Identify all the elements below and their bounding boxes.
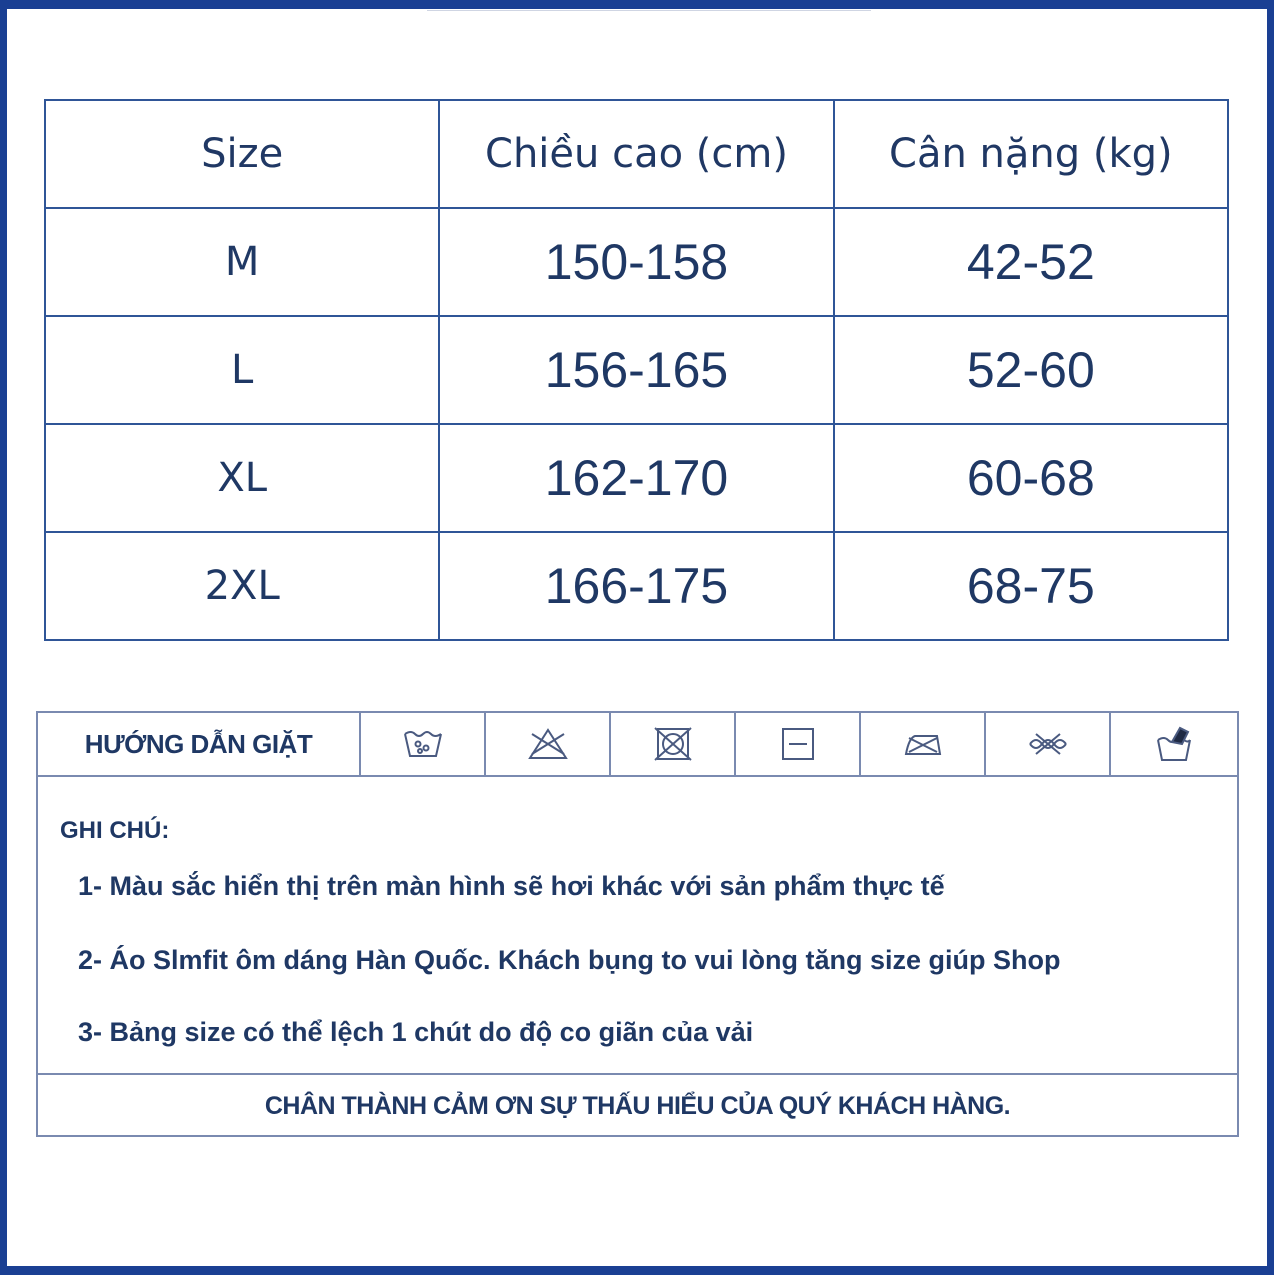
no-tumble-dry-icon bbox=[611, 713, 736, 775]
note-item: 1- Màu sắc hiển thị trên màn hình sẽ hơi khác với sản phẩm thực tế bbox=[78, 871, 945, 901]
cell-size: M bbox=[45, 208, 439, 316]
table-row bbox=[45, 424, 1228, 532]
note-item: 3- Bảng size có thể lệch 1 chút do độ co giãn của vải bbox=[78, 1017, 754, 1047]
table-row bbox=[45, 532, 1228, 640]
cell-weight: 68-75 bbox=[834, 532, 1228, 640]
header-size: Size bbox=[45, 100, 439, 208]
cell-size: 2XL bbox=[45, 532, 439, 640]
washing-guide-box bbox=[36, 711, 1239, 1137]
wash-30-icon bbox=[361, 713, 486, 775]
flat-dry-icon bbox=[736, 713, 861, 775]
size-chart-table bbox=[44, 99, 1229, 641]
table-row bbox=[45, 208, 1228, 316]
cell-height: 162-170 bbox=[439, 424, 833, 532]
table-header-row bbox=[45, 100, 1228, 208]
hand-wash-icon bbox=[1111, 713, 1237, 775]
cell-weight: 42-52 bbox=[834, 208, 1228, 316]
top-divider bbox=[427, 10, 871, 11]
cell-size: XL bbox=[45, 424, 439, 532]
cell-height: 150-158 bbox=[439, 208, 833, 316]
washing-guide-title: HƯỚNG DẪN GIẶT bbox=[38, 713, 361, 775]
notes-label: GHI CHÚ: bbox=[60, 817, 170, 844]
cell-weight: 52-60 bbox=[834, 316, 1228, 424]
header-height: Chiều cao (cm) bbox=[439, 100, 833, 208]
cell-height: 156-165 bbox=[439, 316, 833, 424]
cell-height: 166-175 bbox=[439, 532, 833, 640]
cell-weight: 60-68 bbox=[834, 424, 1228, 532]
no-dry-clean-icon bbox=[986, 713, 1111, 775]
thank-you-footer: CHÂN THÀNH CẢM ƠN SỰ THẤU HIỂU CỦA QUÝ KHÁCH HÀNG. bbox=[38, 1073, 1237, 1137]
note-item: 2- Áo Slmfit ôm dáng Hàn Quốc. Khách bụng to vui lòng tăng size giúp Shop bbox=[78, 945, 1061, 975]
washing-guide-header bbox=[38, 713, 1237, 777]
no-bleach-icon bbox=[486, 713, 611, 775]
header-weight: Cân nặng (kg) bbox=[834, 100, 1228, 208]
cell-size: L bbox=[45, 316, 439, 424]
table-row bbox=[45, 316, 1228, 424]
iron-icon bbox=[861, 713, 986, 775]
